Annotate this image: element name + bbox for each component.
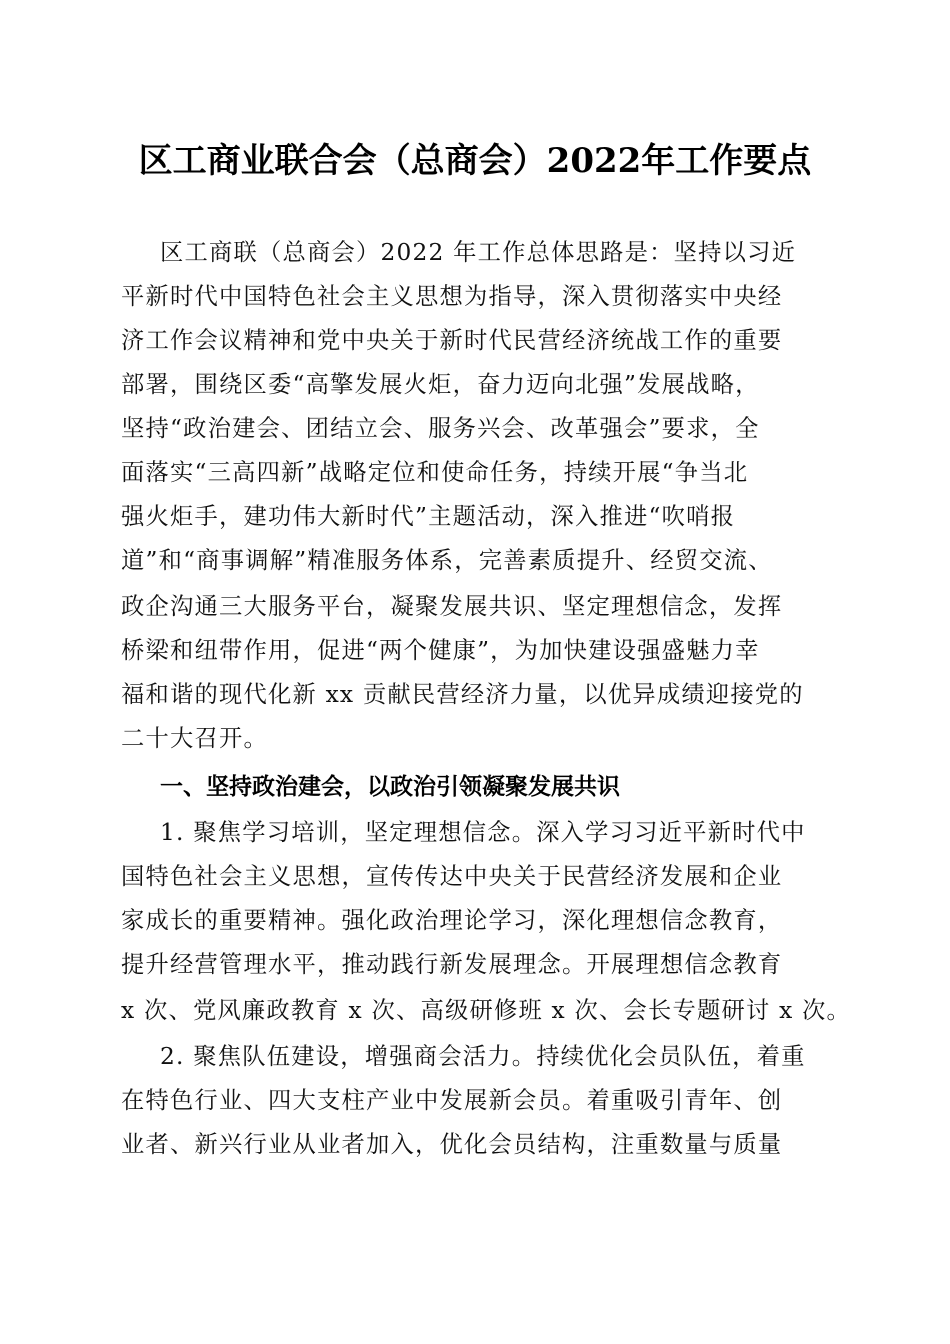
intro-line: 桥梁和纽带作用，促进“两个健康”，为加快建设强盛魅力幸 bbox=[121, 637, 760, 664]
item2-line: 2. 聚焦队伍建设，增强商会活力。持续优化会员队伍，着重 bbox=[160, 1043, 806, 1070]
intro-line: 区工商联（总商会）2022 年工作总体思路是：坚持以习近 bbox=[160, 239, 797, 266]
item2-line: 在特色行业、四大支柱产业中发展新会员。着重吸引青年、创 bbox=[121, 1087, 783, 1114]
intro-line: 强火炬手，建功伟大新时代”主题活动，深入推进“吹哨报 bbox=[121, 503, 736, 530]
intro-line: 面落实“三高四新”战略定位和使命任务，持续开展“争当北 bbox=[121, 459, 749, 486]
item1-line: x 次、党风廉政教育 x 次、高级研修班 x 次、会长专题研讨 x 次。 bbox=[121, 997, 852, 1024]
intro-line: 政企沟通三大服务平台，凝聚发展共识、坚定理想信念，发挥 bbox=[121, 593, 783, 620]
item1-line: 家成长的重要精神。强化政治理论学习，深化理想信念教育， bbox=[121, 907, 783, 934]
intro-line: 济工作会议精神和党中央关于新时代民营经济统战工作的重要 bbox=[121, 327, 783, 354]
intro-line: 福和谐的现代化新 xx 贡献民营经济力量，以优异成绩迎接党的 bbox=[121, 681, 804, 708]
intro-line: 二十大召开。 bbox=[121, 725, 268, 752]
intro-line: 坚持“政治建会、团结立会、服务兴会、改革强会”要求，全 bbox=[121, 415, 760, 442]
item1-line: 提升经营管理水平，推动践行新发展理念。开展理想信念教育 bbox=[121, 951, 783, 978]
item2-line: 业者、新兴行业从业者加入，优化会员结构，注重数量与质量 bbox=[121, 1131, 783, 1158]
intro-line: 道”和“商事调解”精准服务体系，完善素质提升、经贸交流、 bbox=[121, 547, 773, 574]
item1-line: 国特色社会主义思想，宣传传达中央关于民营经济发展和企业 bbox=[121, 863, 783, 890]
document-title: 区工商业联合会（总商会）2022年工作要点 bbox=[138, 141, 812, 181]
item1-line: 1. 聚焦学习培训，坚定理想信念。深入学习习近平新时代中 bbox=[160, 819, 806, 846]
intro-line: 平新时代中国特色社会主义思想为指导，深入贯彻落实中央经 bbox=[121, 283, 783, 310]
intro-line: 部署，围绕区委“高擎发展火炬，奋力迈向北强”发展战略， bbox=[121, 371, 760, 398]
section-heading: 一、坚持政治建会，以政治引领凝聚发展共识 bbox=[160, 774, 620, 800]
